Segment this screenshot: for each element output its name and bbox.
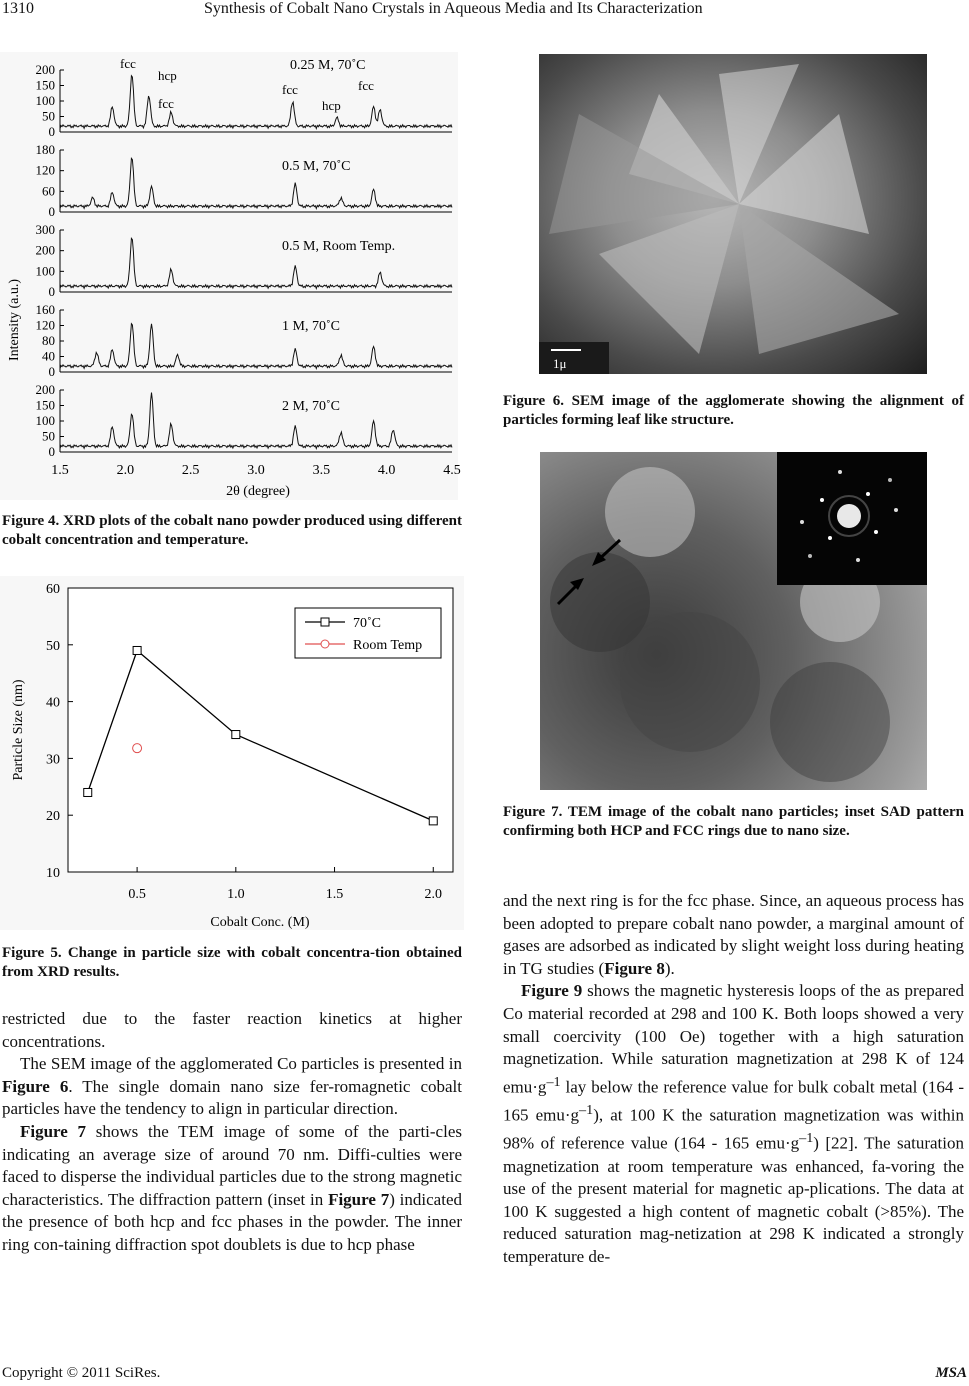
- chart-y-tick: 40: [46, 695, 60, 711]
- chart-ylabel: Particle Size (nm): [11, 679, 26, 781]
- particle-size-chart: [0, 576, 464, 930]
- xrd-y-tick: 80: [42, 333, 55, 348]
- right-paragraph-2: Figure 9 shows the magnetic hysteresis loops of the as prepared Co material recorded at 298 and 100 K. Both loops showed a very small coercivity (100 Oe) together with a high saturation magnetization. While saturation magnetization at 298 K of 124 $emu\cdot g^{-1}$ lay below the reference value for bulk cobalt metal (164 - 165 $emu\cdot g^{-1}$), at 100 K the saturation magnetization was within 98% of reference value (164 - 165 $emu\cdot g^{-1}$) [22]. The saturation magnetization at room temperature was enhanced, fa-voring the use of the present material for magnetic ap-plications. The data at 100 K suggested a high content of magnetic cobalt (>85%). The reduced saturation mag-netization at 298 K indicated a strongly temperature de-: [503, 981, 964, 1266]
- xrd-curve: [60, 76, 452, 129]
- xrd-panel: [36, 58, 453, 139]
- figure-7-ref: Figure 7: [20, 1121, 87, 1141]
- data-point: [429, 817, 437, 825]
- figure-8-ref: Figure 8: [604, 958, 665, 978]
- xrd-y-tick: 200: [35, 382, 55, 397]
- xrd-y-tick: 60: [42, 183, 55, 199]
- legend-label-room: Room Temp: [353, 638, 423, 653]
- xrd-panel-label: 0.5 M, Room Temp.: [282, 239, 396, 254]
- xrd-x-tick: 4.5: [443, 463, 461, 478]
- xrd-y-tick: 120: [35, 162, 55, 178]
- chart-xlabel: Cobalt Conc. (M): [210, 915, 310, 930]
- xrd-y-tick: 150: [35, 77, 55, 93]
- page-number: 1310: [2, 0, 34, 17]
- tem-image: [540, 452, 927, 790]
- sad-pattern-inset: [777, 452, 927, 585]
- left-paragraph-3: Figure 7 shows the TEM image of some of the parti-cles indicating an average size of around 70 nm. Diffi-culties were faced to disperse the individual particles due to the strong magnetic characteristics. The diffraction pattern (inset in Figure 7) indicated the presence of both hcp and fcc phases in the powder. The inner ring con-taining diffraction spot doublets is due to hcp phase: [2, 1121, 462, 1254]
- xrd-y-tick: 100: [35, 413, 55, 428]
- figure-4: [0, 52, 461, 500]
- xrd-panel-label: 2 M, 70˚C: [282, 399, 340, 414]
- data-point: [133, 646, 141, 654]
- figure-7-ref-2: Figure 7: [328, 1189, 390, 1209]
- xrd-peak-label: fcc: [282, 82, 298, 97]
- legend-marker-70c: [321, 618, 329, 626]
- xrd-y-tick: 180: [35, 142, 55, 157]
- xrd-y-tick: 200: [35, 62, 55, 77]
- xrd-panel-label: 0.25 M, 70˚C: [290, 58, 366, 73]
- data-point: [232, 731, 240, 739]
- chart-y-tick: 30: [46, 752, 60, 768]
- xrd-panel: [36, 142, 453, 219]
- right-paragraph-1: and the next ring is for the fcc phase. Since, an aqueous process has been adopted to prepare cobalt nano powder, a marginal amount of gases are adsorbed as indicated by slight weight loss during heating in TG studies (Figure 8).: [503, 891, 964, 978]
- tem-particles: [540, 452, 927, 790]
- running-title: Synthesis of Cobalt Nano Crystals in Aqueous Media and Its Characterization: [204, 0, 703, 17]
- figure-6-ref: Figure 6: [2, 1076, 69, 1096]
- xrd-plot: [0, 52, 461, 500]
- xrd-y-tick: 120: [35, 317, 55, 333]
- sem-scale-label: 1μ: [553, 356, 567, 371]
- xrd-peak-label: fcc: [358, 78, 374, 93]
- figure-9-ref: Figure 9: [521, 981, 583, 1001]
- xrd-y-tick: 100: [35, 93, 55, 108]
- chart-x-tick: 0.5: [128, 887, 146, 902]
- footer-journal: MSA: [935, 1365, 967, 1381]
- xrd-x-tick: 4.0: [377, 463, 396, 478]
- fig5-caption: Figure 5. Change in particle size with cobalt concentra-tion obtained from XRD results.: [2, 945, 462, 980]
- xrd-y-tick: 100: [35, 263, 55, 279]
- fig6-caption: Figure 6. SEM image of the agglomerate showing the alignment of particles forming leaf like structure.: [503, 393, 964, 428]
- xrd-x-tick: 3.0: [247, 463, 265, 478]
- xrd-y-tick: 200: [35, 242, 55, 258]
- xrd-curve: [60, 324, 452, 369]
- fig4-ylabel: Intensity (a.u.): [7, 278, 22, 362]
- chart-y-tick: 60: [46, 582, 60, 597]
- xrd-panel-label: 0.5 M, 70˚C: [282, 159, 351, 174]
- xrd-x-tick: 1.5: [51, 463, 69, 478]
- xrd-x-tick: 3.5: [312, 463, 331, 478]
- xrd-x-tick: 2.0: [116, 463, 135, 478]
- xrd-curve: [60, 158, 452, 208]
- figure-5: [0, 576, 464, 930]
- data-point: [133, 744, 142, 753]
- legend-marker-room: [321, 640, 329, 648]
- xrd-y-tick: 50: [42, 108, 55, 124]
- xrd-y-tick: 160: [35, 302, 55, 317]
- xrd-peak-label: fcc: [120, 56, 136, 71]
- xrd-curve: [60, 393, 452, 449]
- xrd-y-tick: 300: [35, 222, 55, 237]
- fig4-caption: Figure 4. XRD plots of the cobalt nano powder produced using different cobalt concentration and temperature.: [2, 513, 462, 548]
- xrd-y-tick: 40: [42, 348, 55, 364]
- xrd-y-tick: 0: [48, 124, 55, 139]
- xrd-y-tick: 0: [48, 204, 55, 219]
- xrd-peak-label: fcc: [158, 96, 174, 111]
- sem-image: [539, 54, 927, 374]
- footer-copyright: Copyright © 2011 SciRes.: [2, 1365, 161, 1381]
- left-paragraph-2: The SEM image of the agglomerated Co particles is presented in Figure 6. The single domain nano size fer-romagnetic cobalt particles have the tendency to align in particular direction.: [2, 1054, 462, 1119]
- chart-x-tick: 1.5: [325, 887, 344, 902]
- legend-label-70c: 70˚C: [353, 616, 381, 631]
- xrd-y-tick: 150: [35, 397, 55, 413]
- xrd-panel: [36, 302, 453, 379]
- xrd-peak-label: hcp: [158, 68, 177, 83]
- chart-x-tick: 1.0: [227, 887, 245, 902]
- xrd-y-tick: 0: [48, 284, 55, 299]
- sem-leaf-structure: [539, 54, 927, 374]
- xrd-y-tick: 0: [48, 444, 55, 459]
- xrd-y-tick: 0: [48, 364, 55, 379]
- chart-y-tick: 20: [46, 809, 60, 825]
- left-paragraph-1: restricted due to the faster reaction kinetics at higher concentrations.: [2, 1009, 462, 1051]
- xrd-x-tick: 2.5: [181, 463, 200, 478]
- xrd-panel-label: 1 M, 70˚C: [282, 319, 340, 334]
- chart-y-tick: 10: [46, 866, 60, 881]
- chart-y-tick: 50: [46, 638, 60, 654]
- right-column-text: [503, 890, 964, 1268]
- left-column-text: [2, 1008, 462, 1257]
- xrd-panel: [36, 222, 453, 299]
- chart-legend: [295, 608, 441, 658]
- chart-x-tick: 2.0: [424, 887, 443, 902]
- xrd-peak-label: hcp: [322, 98, 341, 113]
- data-point: [84, 788, 92, 796]
- xrd-panel: [36, 382, 453, 459]
- fig7-caption: Figure 7. TEM image of the cobalt nano particles; inset SAD pattern confirming both HCP and FCC rings due to nano size.: [503, 804, 964, 839]
- fig4-xlabel: 2θ (degree): [226, 484, 290, 499]
- xrd-y-tick: 50: [42, 428, 55, 444]
